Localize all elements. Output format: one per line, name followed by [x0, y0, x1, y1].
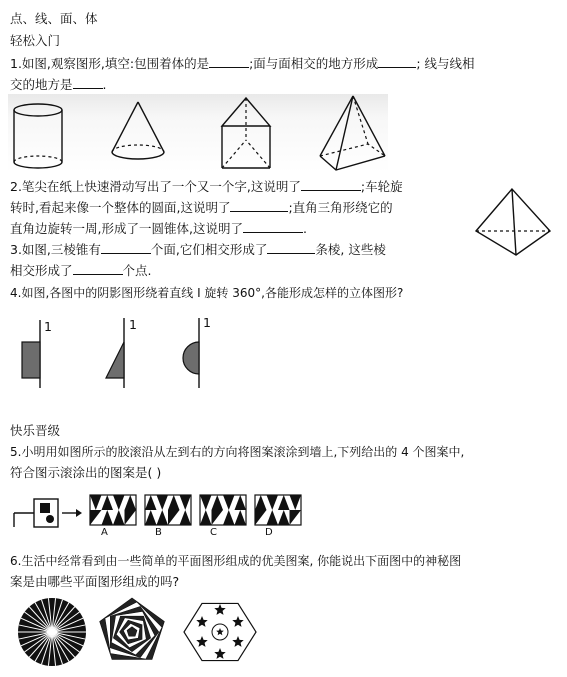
triangular-prism-icon	[222, 98, 270, 168]
blank[interactable]	[230, 198, 288, 212]
q6-pattern-figures	[12, 596, 258, 666]
axis-label: 1	[44, 319, 52, 334]
cone-icon	[112, 102, 164, 159]
q6-line1: 6.生活中经常看到由一些简单的平面图形组成的优美图案, 你能说出下面图中的神秘图	[10, 554, 462, 568]
blank[interactable]	[243, 219, 303, 233]
q3-text: 个点.	[122, 263, 152, 278]
concentric-circles-pattern	[18, 598, 86, 666]
q2-line3	[10, 219, 307, 238]
q1-line2	[10, 75, 107, 94]
pattern-strip	[145, 495, 191, 525]
q6-line2: 案是由哪些平面图形组成的吗?	[10, 574, 180, 589]
cylinder-icon	[14, 104, 62, 168]
q2-text: ;直角三角形绕它的	[288, 200, 393, 215]
q2-text: ;车轮旋	[360, 179, 403, 194]
q3-text: 条棱, 这些棱	[315, 242, 386, 257]
q2-text: 转时,看起来像一个整体的圆面,这说明了	[10, 200, 231, 215]
axis-label: 1	[129, 317, 137, 332]
q2-text: 2.笔尖在纸上快速滑动写出了一个又一个字,这说明了	[10, 179, 301, 194]
q1-text: .	[102, 77, 107, 92]
q3-text: 相交形成了	[10, 263, 73, 278]
q1-text: 1.如图,观察图形,填空:包围着体的是	[10, 56, 210, 71]
pattern-strip	[255, 495, 301, 525]
q2-text: .	[302, 221, 307, 236]
option-label: D	[265, 527, 273, 538]
q5-line1: 5.小明用如图所示的胶滚沿从左到右的方向将图案滚涂到墙上,下列给出的 4 个图案中,	[10, 445, 465, 459]
q4-text: 4.如图,各图中的阴影图形绕着直线 I 旋转 360°,各能形成怎样的立体图形?	[10, 286, 404, 300]
section-heading-easy: 轻松入门	[10, 33, 61, 48]
pentagon-spiral-pattern	[100, 598, 165, 660]
hexagon-stars-pattern	[184, 603, 256, 660]
pattern-strip	[200, 495, 246, 525]
option-label: C	[210, 527, 217, 538]
q5-line2: 符合图示滚涂出的图案是( )	[10, 465, 162, 480]
page-title: 点、线、面、体	[10, 11, 98, 26]
q2-line2	[10, 198, 393, 217]
rectangle-rotation-figure	[22, 320, 40, 388]
q1-line1	[10, 54, 475, 73]
blank[interactable]	[209, 54, 249, 68]
blank[interactable]	[267, 240, 315, 254]
option-label: A	[101, 527, 108, 538]
arrow-right-icon	[62, 509, 82, 517]
q1-solids-figure	[8, 94, 388, 174]
blank[interactable]	[101, 240, 151, 254]
square-pyramid-icon	[320, 96, 385, 170]
axis-label: 1	[203, 315, 211, 330]
blank[interactable]	[73, 75, 103, 89]
q3-text: 个面,它们相交形成了	[150, 242, 268, 257]
paint-roller-icon	[14, 499, 58, 527]
q3-line2	[10, 261, 152, 280]
blank[interactable]	[378, 54, 416, 68]
option-label: B	[155, 527, 162, 538]
q3-line1	[10, 240, 386, 259]
blank[interactable]	[301, 177, 361, 191]
q3-text: 3.如图,三棱锥有	[10, 242, 101, 257]
blank[interactable]	[73, 261, 123, 275]
pattern-strip	[90, 495, 136, 525]
q2-line1	[10, 177, 403, 196]
semicircle-rotation-figure	[183, 318, 199, 388]
section-heading-advanced: 快乐晋级	[10, 423, 61, 438]
triangle-rotation-figure	[106, 318, 124, 388]
q1-text: 交的地方是	[10, 77, 73, 92]
q1-text: ; 线与线相	[416, 56, 475, 71]
triangular-pyramid-figure	[472, 187, 554, 259]
q2-text: 直角边旋转一周,形成了一圆锥体,这说明了	[10, 221, 243, 236]
q1-text: ;面与面相交的地方形成	[249, 56, 379, 71]
